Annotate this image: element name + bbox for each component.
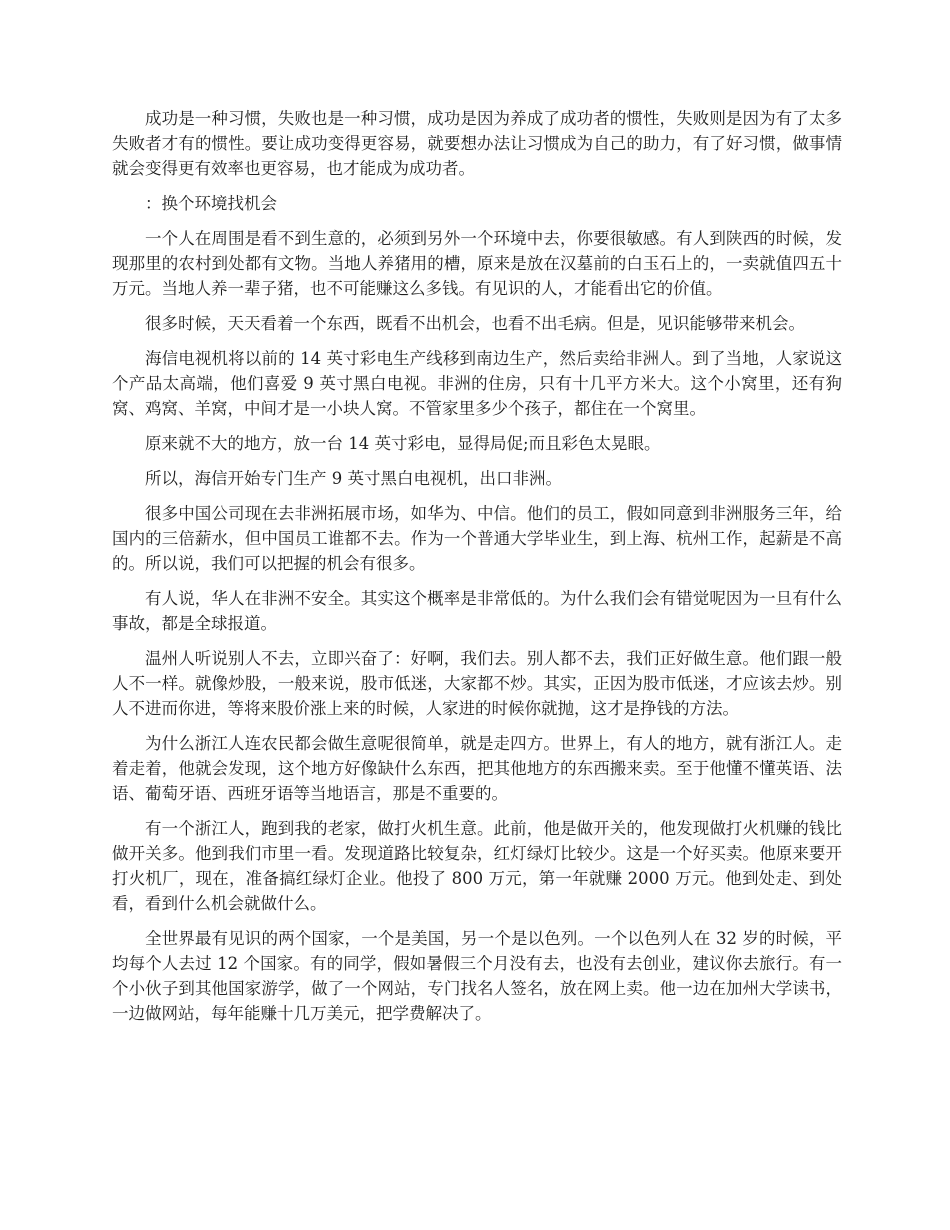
paragraph-12: 全世界最有见识的两个国家，一个是美国，另一个是以色列。一个以色列人在 32 岁的时候，平均每个人去过 12 个国家。有的同学，假如暑假三个月没有去，也没有去创业，建议你去旅行。有一个小伙子到其他国家游学，做了一个网站，专门找名人签名，放在网上卖。他一边在加州大学读书，一边做网站，每年能赚十几万美元，把学费解决了。 (112, 929, 842, 1023)
paragraph-7: 很多中国公司现在去非洲拓展市场，如华为、中信。他们的员工，假如同意到非洲服务三年，给国内的三倍薪水，但中国员工谁都不去。作为一个普通大学毕业生，到上海、杭州工作，起薪是不高的。所以说，我们可以把握的机会有很多。 (112, 504, 842, 573)
paragraph-11: 有一个浙江人，跑到我的老家，做打火机生意。此前，他是做开关的，他发现做打火机赚的钱比做开关多。他到我们市里一看。发现道路比较复杂，红灯绿灯比较少。这是一个好买卖。他原来要开打火机厂，现在，准备搞红绿灯企业。他投了 800 万元，第一年就赚 2000 万元。他到处走、到处看，看到什么机会就做什么。 (112, 819, 842, 913)
paragraph-9: 温州人听说别人不去，立即兴奋了：好啊，我们去。别人都不去，我们正好做生意。他们跟一般人不一样。就像炒股，一般来说，股市低迷，大家都不炒。其实，正因为股市低迷，才应该去炒。别人不进而你进，等将来股价涨上来的时候，人家进的时候你就抛，这才是挣钱的方法。 (112, 649, 842, 718)
paragraph-8: 有人说，华人在非洲不安全。其实这个概率是非常低的。为什么我们会有错觉呢因为一旦有什么事故，都是全球报道。 (112, 589, 842, 633)
paragraph-5: 原来就不大的地方，放一台 14 英寸彩电，显得局促;而且彩色太晃眼。 (145, 434, 661, 453)
paragraph-10: 为什么浙江人连农民都会做生意呢很简单，就是走四方。世界上，有人的地方，就有浙江人。走着走着，他就会发现，这个地方好像缺什么东西，把其他地方的东西搬来卖。至于他懂不懂英语、法语、葡萄牙语、西班牙语等当地语言，那是不重要的。 (112, 734, 842, 803)
section-heading: ：换个环境找机会 (145, 194, 277, 213)
paragraph-6: 所以，海信开始专门生产 9 英寸黑白电视机，出口非洲。 (145, 469, 562, 488)
article-body (112, 106, 842, 1026)
paragraph-1: 成功是一种习惯，失败也是一种习惯，成功是因为养成了成功者的惯性，失败则是因为有了太多失败者才有的惯性。要让成功变得更容易，就要想办法让习惯成为自己的助力，有了好习惯，做事情就会变得更有效率也更容易，也才能成为成功者。 (112, 109, 842, 178)
paragraph-3: 很多时候，天天看着一个东西，既看不出机会，也看不出毛病。但是，见识能够带来机会。 (145, 314, 805, 333)
paragraph-2: 一个人在周围是看不到生意的，必须到另外一个环境中去，你要很敏感。有人到陕西的时候，发现那里的农村到处都有文物。当地人养猪用的槽，原来是放在汉墓前的白玉石上的，一卖就值四五十万元。当地人养一辈子猪，也不可能赚这么多钱。有见识的人，才能看出它的价值。 (112, 229, 842, 298)
paragraph-4: 海信电视机将以前的 14 英寸彩电生产线移到南边生产，然后卖给非洲人。到了当地，人家说这个产品太高端，他们喜爱 9 英寸黑白电视。非洲的住房，只有十几平方米大。这个小窝里，还有狗窝、鸡窝、羊窝，中间才是一小块人窝。不管家里多少个孩子，都住在一个窝里。 (112, 349, 842, 418)
